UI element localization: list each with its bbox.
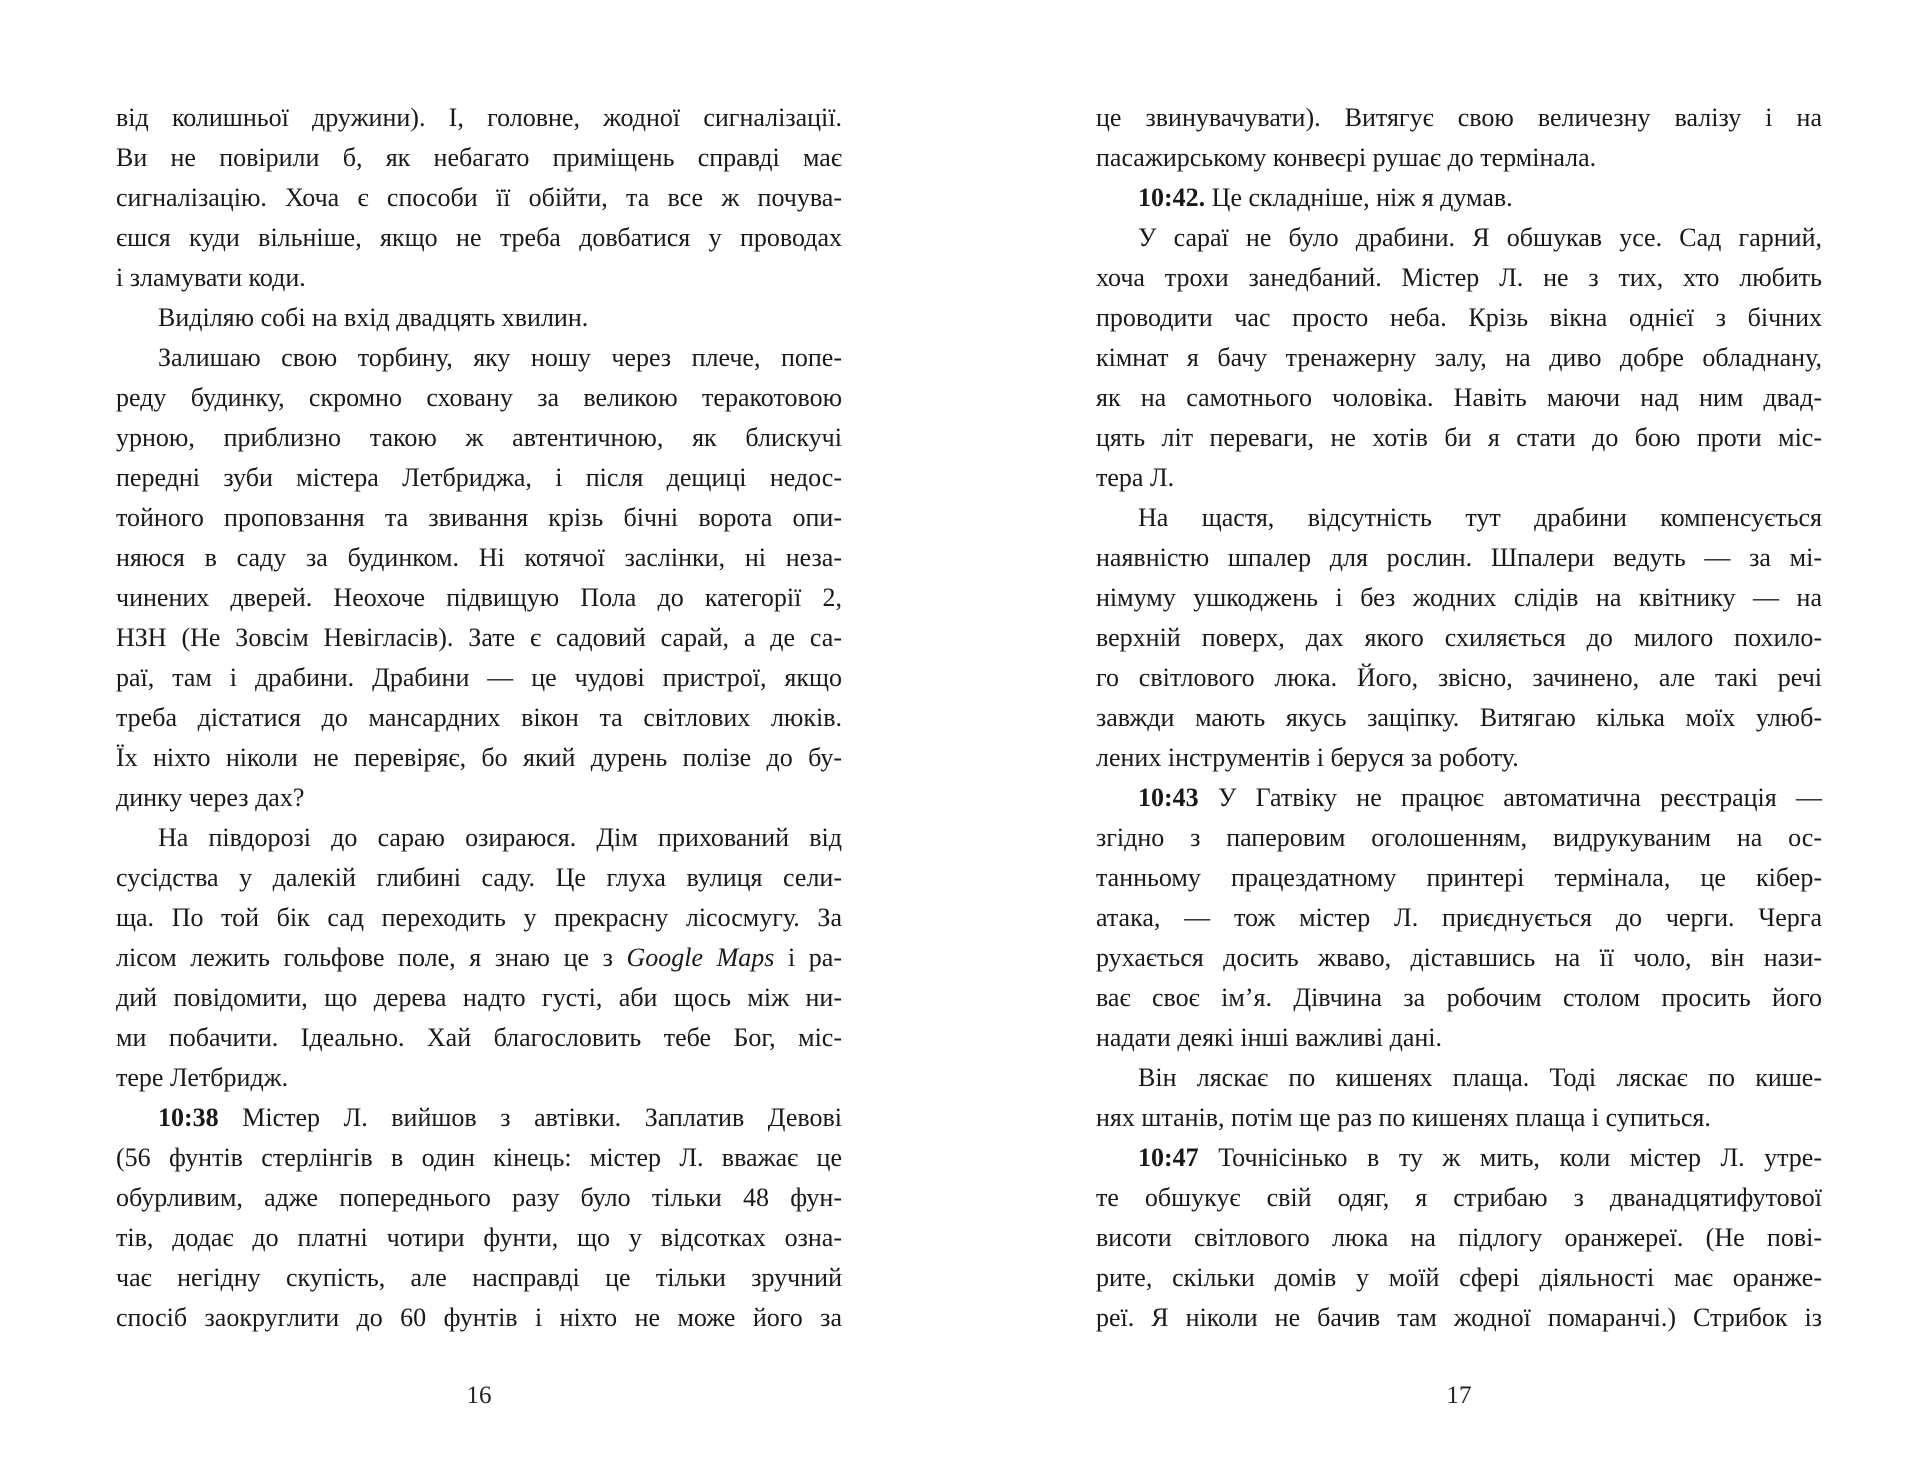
body-text: наявністю шпалер для рослин. Шпалери ведуть — за мі- xyxy=(1096,543,1822,572)
text-line xyxy=(1096,1058,1822,1098)
body-text: НЗН (Не Зовсім Невігласів). Зате є садовий сарай, а де са- xyxy=(116,623,842,652)
text-line xyxy=(116,1218,842,1258)
text-line xyxy=(116,418,842,458)
body-text: завжди мають якусь защіпку. Витягаю кілька моїх улюб- xyxy=(1096,703,1822,732)
text-line xyxy=(1096,1218,1822,1258)
body-text: няюся в саду за будинком. Ні котячої заслінки, ні неза- xyxy=(116,543,842,572)
text-line xyxy=(1096,1258,1822,1298)
text-line xyxy=(1096,858,1822,898)
body-text: дий повідомити, що дерева надто густі, аби щось між ни- xyxy=(116,983,842,1012)
body-text: Виділяю собі на вхід двадцять хвилин. xyxy=(158,303,589,332)
body-text: тера Л. xyxy=(1096,463,1175,492)
page-lines xyxy=(1096,98,1822,1338)
text-line xyxy=(1096,98,1822,138)
body-text: чає негідну скупість, але насправді це тільки зручний xyxy=(116,1263,842,1292)
text-line xyxy=(1096,898,1822,938)
text-line xyxy=(116,738,842,778)
body-text: від колишньої дружини). І, головне, жодної сигналізації. xyxy=(116,103,842,132)
body-text: це звинувачувати). Витягує свою величезну валізу і на xyxy=(1096,103,1822,132)
text-line xyxy=(116,258,842,298)
text-line xyxy=(1096,658,1822,698)
text-line xyxy=(116,298,842,338)
body-text: обурливим, адже попереднього разу було тільки 48 фун- xyxy=(116,1183,842,1212)
body-text: На півдорозі до сараю озираюся. Дім прихований від xyxy=(158,823,842,852)
body-text: і зламувати коди. xyxy=(116,263,306,292)
text-line xyxy=(116,978,842,1018)
text-line xyxy=(1096,578,1822,618)
text-line xyxy=(1096,938,1822,978)
text-line xyxy=(116,98,842,138)
body-text: реї. Я ніколи не бачив там жодної помаранчі.) Стрибок із xyxy=(1096,1303,1822,1332)
body-text: як на самотнього чоловіка. Навіть маючи над ним двад- xyxy=(1096,383,1822,412)
text-line xyxy=(116,578,842,618)
text-line xyxy=(116,938,842,978)
text-line xyxy=(116,618,842,658)
body-text: ми побачити. Ідеально. Хай благословить тебе Бог, міс- xyxy=(116,1023,842,1052)
body-text: У сараї не було драбини. Я обшукав усе. Сад гарний, xyxy=(1138,223,1822,252)
body-text: чинених дверей. Неохоче підвищую Пола до категорії 2, xyxy=(116,583,842,612)
body-text: надати деякі інші важливі дані. xyxy=(1096,1023,1443,1052)
text-line xyxy=(116,218,842,258)
body-text: тойного проповзання та звивання крізь бічні ворота опи- xyxy=(116,503,842,532)
text-line xyxy=(116,1138,842,1178)
text-line xyxy=(1096,738,1822,778)
text-line xyxy=(116,898,842,938)
text-line xyxy=(116,178,842,218)
body-text: треба дістатися до мансардних вікон та світлових люків. xyxy=(116,703,842,732)
body-text: те обшукує свій одяг, я стрибаю з дванадцятифутової xyxy=(1096,1183,1822,1212)
body-text: реду будинку, скромно сховану за великою теракотовою xyxy=(116,383,842,412)
body-text: кімнат я бачу тренажерну залу, на диво добре обладнану, xyxy=(1096,343,1822,372)
text-line xyxy=(116,818,842,858)
body-text: У Гатвіку не працює автоматична реєстрація — xyxy=(1198,783,1822,812)
italic-text: Google Maps xyxy=(626,943,775,972)
body-text: Ви не повірили б, як небагато приміщень справді має xyxy=(116,143,842,172)
body-text: (56 фунтів стерлінгів в один кінець: містер Л. вважає це xyxy=(116,1143,842,1172)
body-text: раї, там і драбини. Драбини — це чудові пристрої, якщо xyxy=(116,663,842,692)
body-text: хоча трохи занедбаний. Містер Л. не з тих, хто любить xyxy=(1096,263,1822,292)
body-text: і ра- xyxy=(774,943,843,972)
body-text: тере Летбридж. xyxy=(116,1063,289,1092)
text-line xyxy=(1096,458,1822,498)
body-text: Це складніше, ніж я думав. xyxy=(1205,183,1513,212)
text-line xyxy=(1096,418,1822,458)
text-line xyxy=(116,1258,842,1298)
body-text: спосіб заокруглити до 60 фунтів і ніхто не може його за xyxy=(116,1303,842,1332)
text-line xyxy=(116,1178,842,1218)
text-line xyxy=(116,458,842,498)
text-line xyxy=(1096,138,1822,178)
body-text: рите, скільки домів у моїй сфері діяльності має оранже- xyxy=(1096,1263,1822,1292)
body-text: згідно з паперовим оголошенням, видрукуваним на ос- xyxy=(1096,823,1822,852)
page-number: 16 xyxy=(466,1382,492,1409)
text-line xyxy=(116,778,842,818)
body-text: лісом лежить гольфове поле, я знаю це з xyxy=(116,943,627,972)
body-text: атака, — тож містер Л. приєднується до черги. Черга xyxy=(1096,903,1822,932)
body-text: го світлового люка. Його, звісно, зачинено, але такі речі xyxy=(1096,663,1822,692)
timestamp-text: 10:38 xyxy=(158,1103,219,1132)
body-text: передні зуби містера Летбриджа, і після дещиці недос- xyxy=(116,463,842,492)
body-text: Він ляскає по кишенях плаща. Тоді ляскає по кише- xyxy=(1138,1063,1822,1092)
body-text: рухається досить жваво, діставшись на її чоло, він нази- xyxy=(1096,943,1822,972)
text-line xyxy=(1096,818,1822,858)
text-line xyxy=(1096,978,1822,1018)
page-number: 17 xyxy=(1446,1382,1472,1409)
text-line xyxy=(116,338,842,378)
text-line xyxy=(1096,618,1822,658)
body-text: Містер Л. вийшов з автівки. Заплатив Девові xyxy=(218,1103,842,1132)
body-text: ща. По той бік сад переходить у прекрасну лісосмугу. За xyxy=(116,903,842,932)
text-line xyxy=(116,1098,842,1138)
timestamp-text: 10:43 xyxy=(1138,783,1199,812)
body-text: Точнісінько в ту ж мить, коли містер Л. утре- xyxy=(1198,1143,1822,1172)
text-line xyxy=(1096,538,1822,578)
body-text: проводити час просто неба. Крізь вікна однієї з бічних xyxy=(1096,303,1822,332)
text-line xyxy=(1096,298,1822,338)
text-line xyxy=(1096,1178,1822,1218)
text-line xyxy=(1096,1138,1822,1178)
page-left xyxy=(116,98,842,1410)
timestamp-text: 10:42. xyxy=(1138,183,1206,212)
text-line xyxy=(1096,1298,1822,1338)
body-text: сусідства у далекій глибині саду. Це глуха вулиця сели- xyxy=(116,863,842,892)
body-text: верхній поверх, дах якого схиляється до милого похило- xyxy=(1096,623,1822,652)
text-line xyxy=(1096,1018,1822,1058)
text-line xyxy=(1096,338,1822,378)
text-line xyxy=(116,658,842,698)
body-text: лених інструментів і беруся за роботу. xyxy=(1096,743,1519,772)
text-line xyxy=(1096,698,1822,738)
body-text: тів, додає до платні чотири фунти, що у відсотках озна- xyxy=(116,1223,842,1252)
text-line xyxy=(116,378,842,418)
text-line xyxy=(1096,218,1822,258)
body-text: єшся куди вільніше, якщо не треба довбатися у проводах xyxy=(116,223,842,252)
body-text: динку через дах? xyxy=(116,783,305,812)
text-line xyxy=(1096,178,1822,218)
text-line xyxy=(116,138,842,178)
body-text: танньому працездатному принтері термінала, це кібер- xyxy=(1096,863,1822,892)
body-text: сигналізацію. Хоча є способи її обійти, та все ж почува- xyxy=(116,183,842,212)
body-text: урною, приблизно такою ж автентичною, як блискучі xyxy=(116,423,842,452)
text-line xyxy=(1096,258,1822,298)
text-line xyxy=(116,698,842,738)
body-text: німуму ушкоджень і без жодних слідів на квітнику — на xyxy=(1096,583,1822,612)
body-text: висоти світлового люка на підлогу оранжереї. (Не пові- xyxy=(1096,1223,1822,1252)
body-text: ває своє ім’я. Дівчина за робочим столом просить його xyxy=(1096,983,1822,1012)
body-text: Їх ніхто ніколи не перевіряє, бо який дурень полізе до бу- xyxy=(116,743,842,772)
body-text: цять літ переваги, не хотів би я стати до бою проти міс- xyxy=(1096,423,1822,452)
text-line xyxy=(116,538,842,578)
body-text: пасажирському конвеєрі рушає до термінала. xyxy=(1096,143,1597,172)
text-line xyxy=(116,1018,842,1058)
text-line xyxy=(116,858,842,898)
text-line xyxy=(1096,378,1822,418)
body-text: нях штанів, потім ще раз по кишенях плаща і супиться. xyxy=(1096,1103,1711,1132)
text-line xyxy=(1096,1098,1822,1138)
text-line xyxy=(1096,778,1822,818)
body-text: Залишаю свою торбину, яку ношу через плече, попе- xyxy=(158,343,842,372)
text-line xyxy=(116,498,842,538)
page-lines xyxy=(116,98,842,1338)
text-line xyxy=(1096,498,1822,538)
timestamp-text: 10:47 xyxy=(1138,1143,1199,1172)
body-text: На щастя, відсутність тут драбини компенсується xyxy=(1138,503,1822,532)
page-right xyxy=(1096,98,1822,1410)
text-line xyxy=(116,1058,842,1098)
text-line xyxy=(116,1298,842,1338)
